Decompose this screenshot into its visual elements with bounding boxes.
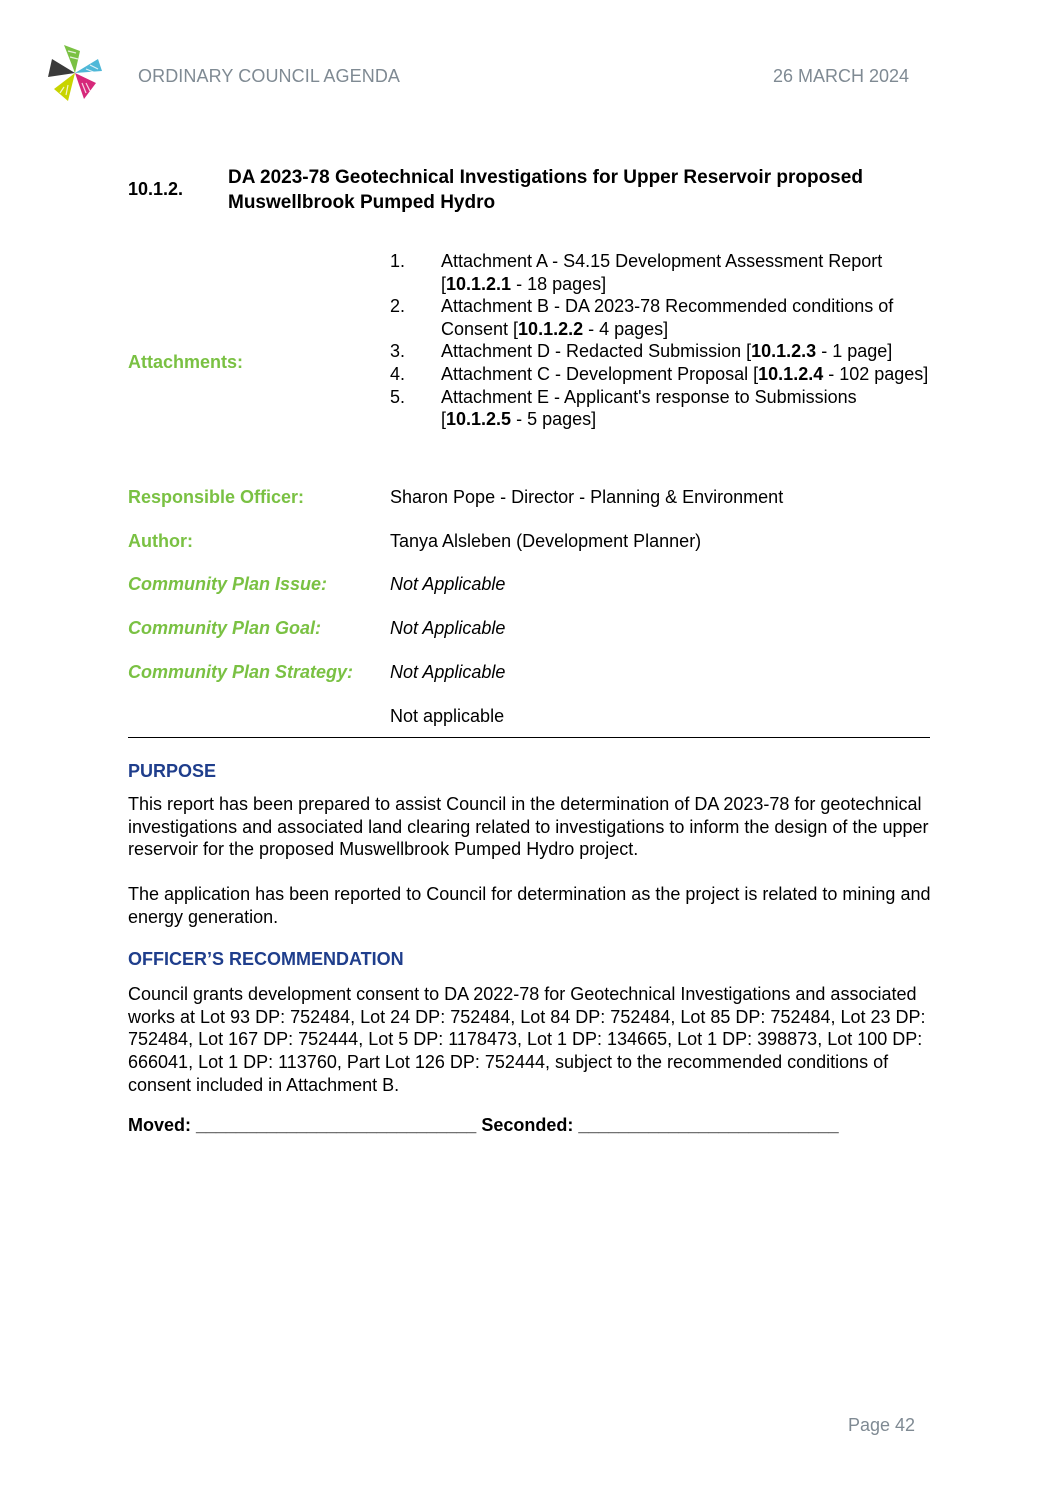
attachment-reference: 10.1.2.1 <box>446 273 512 294</box>
seconded-blank: __________________________ <box>578 1115 839 1135</box>
attachments-list <box>390 250 930 431</box>
document-header-title: ORDINARY COUNCIL AGENDA <box>138 66 401 86</box>
attachment-pages: - 4 pages] <box>583 318 669 339</box>
attachment-item <box>390 386 930 431</box>
attachment-title: Attachment C - Development Proposal [ <box>441 363 759 384</box>
attachment-pages: - 5 pages] <box>511 409 597 430</box>
attachment-number: 1. <box>390 251 406 271</box>
community-plan-issue-value: Not Applicable <box>390 574 506 594</box>
attachment-pages: - 1 page] <box>816 341 893 362</box>
attachment-text <box>441 386 930 431</box>
item-title: DA 2023-78 Geotechnical Investigations for Upper Reservoir proposed Muswellbrook Pumped Hydro <box>228 167 863 213</box>
community-plan-strategy-value: Not Applicable <box>390 662 506 682</box>
attachment-reference: 10.1.2.4 <box>758 363 824 384</box>
attachment-number: 2. <box>390 296 406 317</box>
attachment-text <box>441 340 930 363</box>
attachment-item <box>390 340 930 363</box>
motion-line <box>128 1115 839 1136</box>
attachment-reference: 10.1.2.3 <box>751 341 817 362</box>
purpose-paragraph-1: This report has been prepared to assist Council in the determination of DA 2023-78 for geotechnical investigations and associated land clearing related to investigations to inform the design of the upper reservoir for the proposed Muswellbrook Pumped Hydro project. <box>128 794 929 860</box>
attachment-pages: - 18 pages] <box>511 273 607 294</box>
purpose-paragraph-2: The application has been reported to Council for determination as the project is related to mining and energy generation. <box>128 884 931 927</box>
document-header-date: 26 MARCH 2024 <box>773 66 910 86</box>
attachment-text <box>441 363 930 386</box>
community-plan-strategy-label: Community Plan Strategy: <box>128 662 354 682</box>
attachment-title: Attachment B - DA 2023-78 Recommended conditions of Consent [ <box>441 296 894 339</box>
attachments-label: Attachments: <box>128 352 244 372</box>
responsible-officer-value: Sharon Pope - Director - Planning & Environment <box>390 487 784 507</box>
recommendation-heading: OFFICER’S RECOMMENDATION <box>128 949 404 969</box>
attachment-title: Attachment D - Redacted Submission [ <box>441 341 752 362</box>
community-plan-issue-label: Community Plan Issue: <box>128 574 328 594</box>
seconded-label: Seconded: <box>481 1115 574 1135</box>
moved-label: Moved: <box>128 1115 191 1135</box>
attachment-item <box>390 363 930 386</box>
attachment-title: Attachment A - S4.15 Development Assessment Report [ <box>441 251 883 294</box>
item-number: 10.1.2. <box>128 179 184 199</box>
attachment-text <box>441 250 930 295</box>
community-plan-goal-label: Community Plan Goal: <box>128 618 322 638</box>
section-divider <box>128 737 930 738</box>
attachment-number: 4. <box>390 363 406 384</box>
attachment-title: Attachment E - Applicant's response to Submissions [ <box>441 386 857 430</box>
attachment-reference: 10.1.2.2 <box>518 318 584 339</box>
attachment-pages: - 102 pages] <box>823 363 929 384</box>
attachment-number: 5. <box>390 386 406 407</box>
attachment-number: 3. <box>390 341 406 362</box>
attachment-item <box>390 295 930 340</box>
author-value: Tanya Alsleben (Development Planner) <box>390 531 702 551</box>
author-label: Author: <box>128 531 193 551</box>
community-plan-goal-value: Not Applicable <box>390 618 506 638</box>
attachment-text <box>441 295 930 340</box>
moved-blank: ____________________________ <box>196 1115 477 1135</box>
responsible-officer-label: Responsible Officer: <box>128 487 305 507</box>
extra-field-value: Not applicable <box>390 706 505 726</box>
page-number: Page 42 <box>848 1415 916 1435</box>
recommendation-paragraph: Council grants development consent to DA 2022-78 for Geotechnical Investigations and associated works at Lot 93 DP: 752484, Lot 24 DP: 752484, Lot 84 DP: 752484, Lot 85 DP: 752484, Lot 23 DP: 752484, Lot 167 DP: 752444, Lot 5 DP: 1178473, Lot 1 DP: 134665, Lot 1 DP: 398873, Lot 100 DP: 666041, Lot 1 DP: 113760, Part Lot 126 DP: 752444, subject to the recommended conditions of consent included in Attachment B. <box>128 984 926 1095</box>
purpose-heading: PURPOSE <box>128 761 217 781</box>
attachment-reference: 10.1.2.5 <box>446 409 512 430</box>
attachment-item <box>390 250 930 295</box>
council-logo-icon <box>46 43 104 103</box>
